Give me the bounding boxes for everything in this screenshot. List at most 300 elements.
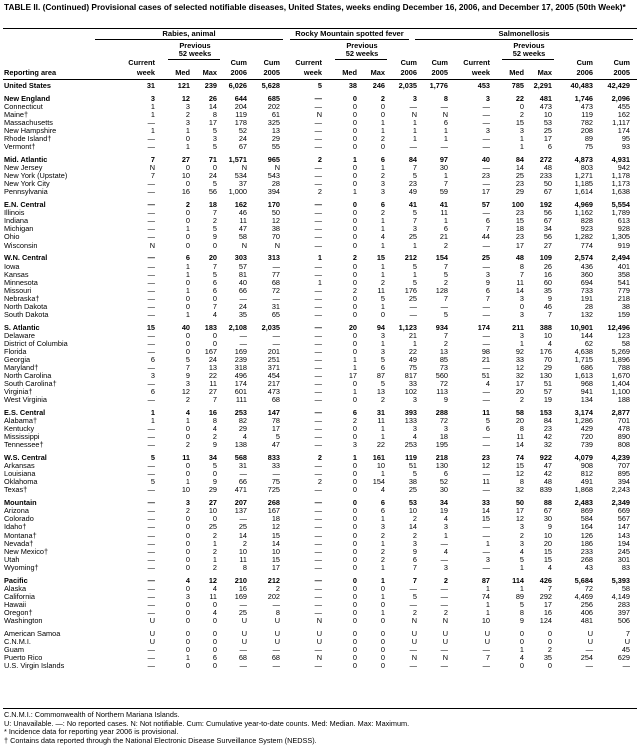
- table-cell: —: [147, 522, 155, 532]
- table-cell: 5: [212, 179, 217, 189]
- table-cell: 3: [412, 424, 417, 434]
- current-header: Current: [463, 58, 490, 67]
- table-cell: 75: [584, 142, 593, 152]
- table-cell: —: [482, 330, 490, 340]
- table-cell: 3: [443, 424, 448, 434]
- table-cell: 119: [581, 110, 593, 120]
- table-cell: 5: [519, 554, 524, 564]
- table-cell: 92: [515, 346, 524, 356]
- table-cell: 58: [515, 408, 524, 418]
- table-cell: 0: [352, 661, 357, 670]
- table-cell: 46: [543, 301, 552, 311]
- table-cell: —: [314, 485, 322, 495]
- table-cell: 1: [380, 432, 385, 442]
- table-cell: 89: [515, 591, 524, 601]
- table-cell: 246: [372, 81, 385, 90]
- table-cell: 167: [204, 346, 217, 356]
- table-cell: U: [484, 636, 490, 646]
- table-cell: 55: [271, 142, 280, 152]
- table-cell: 23: [408, 179, 417, 189]
- table-cell: 2: [412, 514, 417, 524]
- table-cell: 1: [380, 240, 385, 250]
- table-row: [0, 486, 640, 494]
- table-header: [0, 28, 640, 80]
- table-cell: 169: [234, 591, 247, 601]
- table-cell: 21: [408, 330, 417, 340]
- table-cell: 2: [547, 644, 552, 654]
- table-cell: —: [147, 253, 155, 263]
- table-cell: 1: [519, 583, 524, 593]
- table-cell: N: [442, 652, 448, 662]
- table-cell: —: [314, 118, 322, 128]
- table-cell: 0: [212, 330, 217, 340]
- footer-rule: [3, 708, 637, 709]
- table-cell: 0: [352, 330, 357, 340]
- table-cell: 51: [408, 461, 417, 471]
- table-cell: 98: [481, 346, 490, 356]
- table-cell: 6: [412, 554, 417, 564]
- table-cell: 7: [625, 628, 630, 638]
- table-cell: 88: [543, 498, 552, 508]
- table-cell: —: [482, 309, 490, 319]
- table-cell: 968: [580, 379, 593, 389]
- table-cell: 34: [208, 453, 217, 463]
- table-cell: 15: [481, 514, 490, 524]
- table-cell: 1: [150, 408, 155, 418]
- table-cell: 1,868: [574, 485, 593, 495]
- table-row: [0, 662, 640, 670]
- table-cell: 2: [352, 416, 357, 426]
- table-cell: 2,494: [611, 253, 630, 263]
- row-area: Utah: [4, 554, 20, 564]
- table-cell: 67: [543, 187, 552, 197]
- table-cell: 5,269: [611, 346, 630, 356]
- table-cell: 126: [580, 530, 593, 540]
- table-cell: —: [482, 644, 490, 654]
- table-cell: 18: [208, 200, 217, 210]
- table-cell: 72: [271, 285, 280, 295]
- footnote: C.N.M.I.: Commonwealth of Northern Mariana Islands.: [4, 710, 180, 719]
- table-cell: 138: [234, 440, 247, 450]
- table-cell: 0: [352, 338, 357, 348]
- table-cell: 5: [519, 599, 524, 609]
- table-cell: —: [147, 362, 155, 372]
- table-cell: 6: [547, 142, 552, 152]
- table-cell: 50: [543, 179, 552, 189]
- row-area: New Mexico†: [4, 546, 49, 556]
- row-area: New York City: [4, 179, 50, 189]
- table-cell: 2,291: [533, 81, 552, 90]
- table-cell: 25: [408, 485, 417, 495]
- table-cell: 27: [543, 240, 552, 250]
- table-cell: 0: [547, 636, 552, 646]
- table-cell: 6: [485, 424, 490, 434]
- table-cell: 8: [212, 416, 217, 426]
- table-cell: 0: [352, 575, 357, 585]
- table-cell: 49: [408, 354, 417, 364]
- table-cell: 169: [234, 346, 247, 356]
- table-cell: 147: [617, 522, 630, 532]
- cum-header: Cum: [613, 58, 630, 67]
- table-cell: 0: [185, 628, 190, 638]
- max-header: Max: [370, 68, 385, 77]
- table-cell: 5: [443, 269, 448, 279]
- table-cell: 38: [621, 301, 630, 311]
- table-cell: 0: [185, 277, 190, 287]
- table-cell: 0: [352, 424, 357, 434]
- table-cell: 0: [352, 477, 357, 487]
- table-cell: 0: [352, 461, 357, 471]
- table-cell: 7: [443, 179, 448, 189]
- table-cell: —: [314, 554, 322, 564]
- table-cell: 188: [617, 395, 630, 405]
- table-cell: 1: [380, 514, 385, 524]
- table-cell: —: [239, 514, 247, 524]
- table-cell: 3: [519, 538, 524, 548]
- table-cell: 0: [380, 142, 385, 152]
- table-cell: —: [314, 261, 322, 271]
- table-cell: 0: [352, 546, 357, 556]
- table-cell: 20: [543, 538, 552, 548]
- row-area: Puerto Rico: [4, 652, 43, 662]
- table-cell: 210: [234, 575, 247, 585]
- row-area: New York (Upstate): [4, 171, 68, 181]
- table-cell: 34: [439, 498, 448, 508]
- table-cell: 1: [185, 285, 190, 295]
- table-cell: 7: [212, 208, 217, 218]
- table-cell: —: [314, 346, 322, 356]
- table-cell: 0: [185, 424, 190, 434]
- table-cell: 7: [485, 224, 490, 234]
- table-cell: 201: [267, 346, 280, 356]
- table-cell: 11: [516, 432, 524, 442]
- table-cell: 919: [617, 240, 630, 250]
- weeks52-header: 52 weeks: [345, 49, 379, 58]
- row-area: Virginia†: [4, 387, 33, 397]
- row-area: Mississippi: [4, 432, 40, 442]
- table-cell: 33: [515, 354, 524, 364]
- table-cell: 28: [584, 301, 593, 311]
- table-cell: 11: [482, 477, 490, 487]
- table-cell: 5: [275, 432, 280, 442]
- table-cell: 113: [436, 387, 448, 397]
- table-cell: 32: [515, 485, 524, 495]
- table-cell: 29: [208, 485, 217, 495]
- table-cell: —: [482, 432, 490, 442]
- table-cell: 68: [271, 395, 280, 405]
- table-cell: 1: [443, 126, 448, 136]
- table-cell: —: [272, 644, 280, 654]
- table-cell: 2: [443, 338, 448, 348]
- table-cell: 941: [580, 387, 593, 397]
- table-cell: 217: [267, 379, 280, 389]
- table-cell: 5: [412, 277, 417, 287]
- table-cell: 254: [580, 652, 593, 662]
- table-cell: 0: [185, 232, 190, 242]
- table-cell: 10: [181, 485, 190, 495]
- table-cell: N: [411, 615, 417, 625]
- table-cell: 67: [238, 142, 247, 152]
- table-cell: —: [482, 163, 490, 173]
- table-row: [0, 441, 640, 449]
- table-cell: 68: [271, 652, 280, 662]
- table-cell: 1: [380, 562, 385, 572]
- table-cell: 5: [380, 354, 385, 364]
- table-cell: 0: [185, 615, 190, 625]
- table-cell: 2: [212, 530, 217, 540]
- table-cell: 33: [408, 379, 417, 389]
- row-area: E.N. Central: [4, 200, 46, 210]
- table-cell: 186: [580, 538, 593, 548]
- table-cell: 3: [380, 330, 385, 340]
- table-cell: 725: [267, 485, 280, 495]
- table-cell: —: [314, 216, 322, 226]
- table-cell: 253: [404, 440, 417, 450]
- table-cell: 1: [380, 469, 385, 479]
- table-cell: 0: [352, 346, 357, 356]
- table-cell: 0: [185, 432, 190, 442]
- table-cell: 10: [481, 615, 490, 625]
- table-cell: 6: [380, 200, 385, 210]
- table-cell: 2,877: [611, 408, 630, 418]
- table-cell: 2: [380, 171, 385, 181]
- table-cell: 0: [352, 240, 357, 250]
- table-cell: 2: [185, 506, 190, 516]
- table-cell: —: [147, 530, 155, 540]
- table-cell: 506: [617, 615, 630, 625]
- table-cell: 43: [584, 562, 593, 572]
- table-cell: 13: [208, 362, 217, 372]
- table-cell: 26: [543, 261, 552, 271]
- table-cell: 0: [352, 583, 357, 593]
- table-cell: 0: [185, 346, 190, 356]
- table-cell: —: [440, 101, 448, 111]
- table-cell: 119: [405, 453, 417, 463]
- table-cell: 0: [352, 615, 357, 625]
- table-cell: 15: [543, 546, 552, 556]
- table-cell: 70: [271, 232, 280, 242]
- table-cell: 17: [481, 187, 490, 197]
- table-cell: 0: [547, 628, 552, 638]
- table-cell: 30: [439, 163, 448, 173]
- table-cell: 6: [212, 277, 217, 287]
- table-cell: 25: [208, 522, 217, 532]
- table-cell: 12: [515, 469, 524, 479]
- table-cell: —: [440, 644, 448, 654]
- table-cell: 9: [212, 477, 217, 487]
- table-cell: 17: [348, 371, 357, 380]
- table-cell: 288: [435, 408, 448, 418]
- table-cell: N: [442, 615, 448, 625]
- table-cell: 3: [185, 101, 190, 111]
- table-cell: 31: [376, 408, 385, 418]
- table-cell: 5: [212, 142, 217, 152]
- table-cell: 0: [352, 179, 357, 189]
- table-cell: 0: [352, 652, 357, 662]
- table-cell: 4: [380, 485, 385, 495]
- table-cell: —: [314, 379, 322, 389]
- table-cell: 2: [185, 395, 190, 405]
- table-cell: —: [147, 562, 155, 572]
- row-area: Pacific: [4, 575, 28, 585]
- row-area: Pennsylvania: [4, 187, 48, 197]
- table-cell: —: [314, 322, 322, 332]
- table-cell: 4: [185, 408, 190, 418]
- table-cell: 0: [185, 514, 190, 524]
- table-cell: 41: [408, 200, 417, 210]
- table-cell: —: [147, 485, 155, 495]
- table-cell: 2: [519, 395, 524, 405]
- table-cell: 3: [352, 440, 357, 450]
- table-cell: 481: [539, 93, 552, 103]
- row-area: Missouri: [4, 285, 32, 295]
- table-cell: 9: [547, 522, 552, 532]
- group-title: Rabies, animal: [162, 29, 216, 38]
- table-cell: 47: [238, 224, 247, 234]
- table-cell: 785: [511, 81, 524, 90]
- table-cell: 144: [580, 330, 593, 340]
- table-cell: 3: [519, 330, 524, 340]
- table-cell: U: [149, 636, 155, 646]
- table-cell: 22: [515, 93, 524, 103]
- table-cell: —: [314, 338, 322, 348]
- table-cell: 601: [234, 387, 247, 397]
- table-cell: 9: [547, 293, 552, 303]
- table-cell: 130: [539, 371, 552, 380]
- current-header: Current: [128, 58, 155, 67]
- table-cell: 1: [519, 562, 524, 572]
- table-cell: 23: [543, 424, 552, 434]
- table-cell: 49: [408, 187, 417, 197]
- table-cell: 1: [380, 224, 385, 234]
- table-cell: 0: [212, 240, 217, 250]
- table-cell: 0: [212, 599, 217, 609]
- table-cell: —: [314, 330, 322, 340]
- row-area: Oregon†: [4, 607, 33, 617]
- table-cell: 51: [481, 371, 490, 380]
- table-cell: —: [314, 163, 322, 173]
- cum-header: Cum: [576, 58, 593, 67]
- table-cell: 6: [380, 362, 385, 372]
- table-cell: 3: [519, 522, 524, 532]
- table-cell: —: [314, 424, 322, 434]
- table-cell: 0: [352, 224, 357, 234]
- table-cell: —: [409, 301, 417, 311]
- table-cell: —: [314, 387, 322, 397]
- table-cell: 928: [617, 224, 630, 234]
- table-cell: 1,715: [574, 354, 593, 364]
- table-cell: 1: [185, 477, 190, 487]
- table-cell: 685: [267, 93, 280, 103]
- table-cell: 3: [380, 179, 385, 189]
- table-cell: 154: [435, 253, 448, 263]
- table-cell: 176: [539, 346, 552, 356]
- table-cell: —: [272, 661, 280, 670]
- table-cell: 84: [408, 155, 417, 165]
- row-area: Georgia: [4, 354, 31, 364]
- table-cell: 128: [435, 285, 448, 295]
- table-cell: 808: [617, 440, 630, 450]
- table-cell: 325: [267, 118, 280, 128]
- table-cell: 584: [580, 514, 593, 524]
- table-cell: 195: [435, 440, 448, 450]
- table-cell: 0: [352, 607, 357, 617]
- table-cell: 0: [185, 240, 190, 250]
- table-cell: —: [272, 261, 280, 271]
- row-area: New Jersey: [4, 163, 43, 173]
- table-cell: —: [409, 661, 417, 670]
- table-cell: 0: [352, 628, 357, 638]
- table-cell: 8: [275, 607, 280, 617]
- table-cell: —: [314, 644, 322, 654]
- table-cell: 13: [439, 346, 448, 356]
- table-cell: —: [239, 469, 247, 479]
- table-cell: 1,614: [574, 187, 593, 197]
- table-cell: 97: [439, 155, 448, 165]
- table-cell: U: [241, 636, 247, 646]
- table-cell: —: [147, 216, 155, 226]
- table-cell: 567: [617, 514, 630, 524]
- table-cell: 3: [485, 126, 490, 136]
- group-underline: [415, 39, 633, 40]
- table-cell: 48: [515, 253, 524, 263]
- table-cell: 162: [617, 110, 630, 120]
- table-cell: —: [482, 661, 490, 670]
- table-cell: 82: [238, 416, 247, 426]
- table-cell: 0: [185, 661, 190, 670]
- table-cell: 0: [352, 395, 357, 405]
- table-cell: 2: [380, 530, 385, 540]
- table-cell: 1,638: [611, 187, 630, 197]
- table-cell: 371: [267, 362, 280, 372]
- table-cell: —: [482, 440, 490, 450]
- table-cell: 16: [181, 187, 190, 197]
- table-cell: N: [411, 652, 417, 662]
- table-cell: 613: [617, 216, 630, 226]
- table-cell: 11: [377, 416, 385, 426]
- table-cell: 204: [234, 101, 247, 111]
- table-cell: 121: [177, 81, 190, 90]
- table-cell: 0: [185, 644, 190, 654]
- table-cell: 1: [380, 301, 385, 311]
- table-cell: 154: [372, 477, 385, 487]
- row-area: W.N. Central: [4, 253, 48, 263]
- row-area: C.N.M.I.: [4, 636, 31, 646]
- table-cell: —: [482, 485, 490, 495]
- table-cell: 568: [234, 453, 247, 463]
- table-cell: 0: [352, 126, 357, 136]
- table-cell: 67: [543, 216, 552, 226]
- table-cell: 4,469: [574, 591, 593, 601]
- table-cell: 869: [580, 506, 593, 516]
- table-cell: 3: [519, 293, 524, 303]
- table-cell: 7: [443, 293, 448, 303]
- table-cell: 3: [185, 379, 190, 389]
- table-cell: 22: [408, 346, 417, 356]
- footnotes: [4, 711, 634, 745]
- table-cell: —: [314, 514, 322, 524]
- table-cell: 44: [481, 232, 490, 242]
- table-cell: —: [482, 261, 490, 271]
- table-cell: 11: [209, 591, 217, 601]
- table-cell: 174: [617, 126, 630, 136]
- table-cell: 10: [543, 330, 552, 340]
- table-cell: 7: [519, 269, 524, 279]
- table-cell: 1: [412, 338, 417, 348]
- table-cell: 2: [412, 607, 417, 617]
- table-cell: 0: [352, 208, 357, 218]
- table-cell: 42: [543, 432, 552, 442]
